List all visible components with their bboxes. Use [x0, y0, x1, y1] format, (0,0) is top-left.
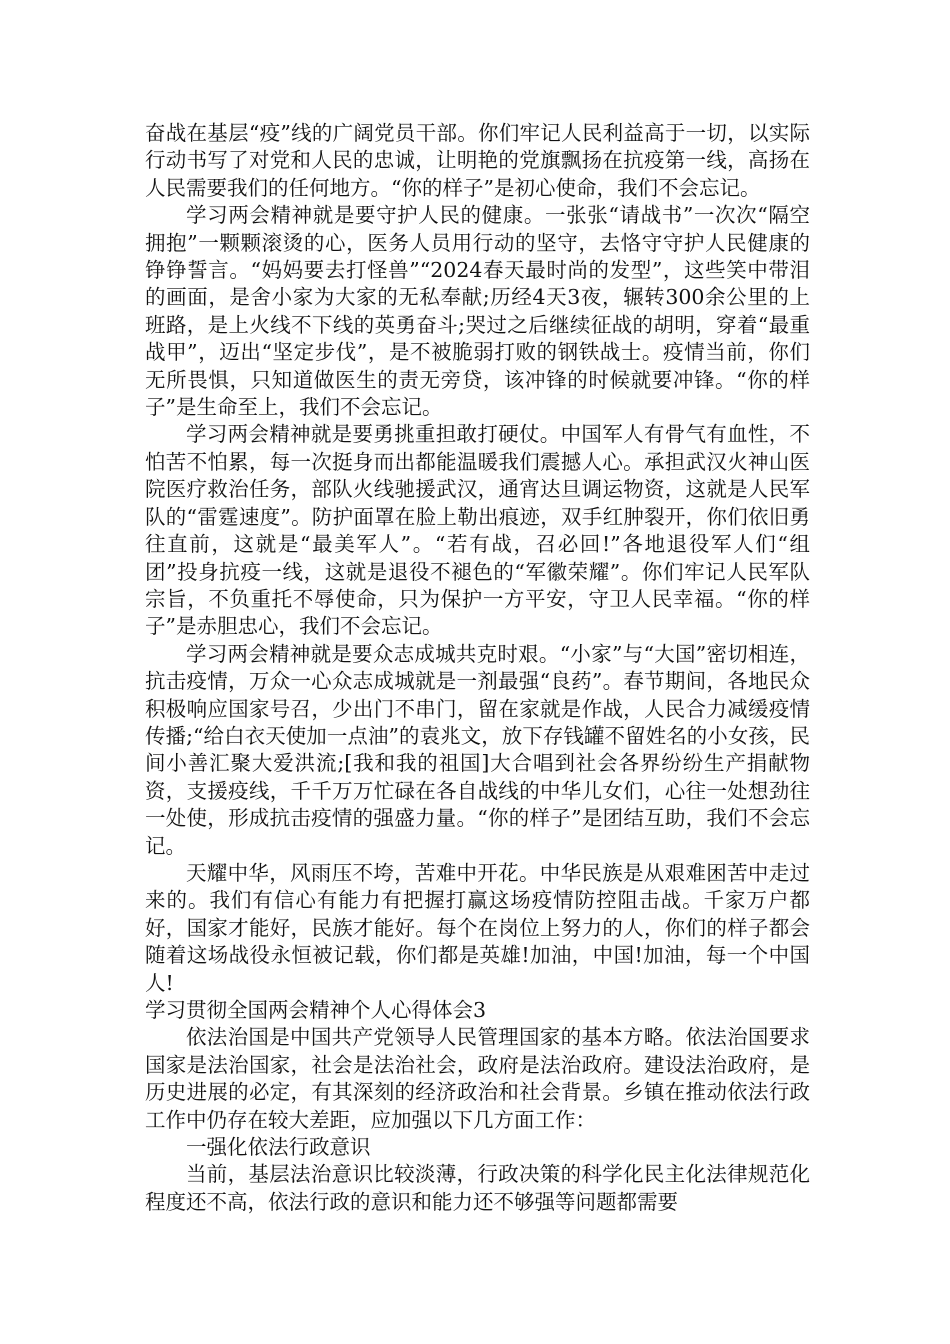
section-title: 学习贯彻全国两会精神个人心得体会3	[145, 998, 487, 1022]
paragraph-current-status: 当前，基层法治意识比较淡薄，行政决策的科学化民主化法律规范化程度还不高，依法行政的意识和能力还不够强等问题都需要	[145, 1162, 810, 1214]
paragraph-health: 学习两会精神就是要守护人民的健康。一张张“请战书”一次次“隔空拥抱”一颗颗滚烫的心，医务人员用行动的坚守，去恪守守护人民健康的铮铮誓言。“妈妈要去打怪兽”“2024春天最时尚的发型”，这些笑中带泪的画面，是舍小家为大家的无私奉献;历经4天3夜，辗转300余公里的上班路，是上火线不下线的英勇奋斗;哭过之后继续征战的胡明，穿着“最重战甲”，迈出“坚定步伐”，是不被脆弱打败的钢铁战士。疫情当前，你们无所畏惧，只知道做医生的责无旁贷，该冲锋的时候就要冲锋。“你的样子”是生命至上，我们不会忘记。	[145, 203, 810, 420]
paragraph-conclusion: 天耀中华，风雨压不垮，苦难中开花。中华民族是从艰难困苦中走过来的。我们有信心有能力有把握打赢这场疫情防控阻击战。千家万户都好，国家才能好，民族才能好。每个在岗位上努力的人，你们的样子都会随着这场战役永恒被记载，你们都是英雄!加油，中国!加油，每一个中国人!	[145, 860, 810, 995]
paragraph-rule-of-law: 依法治国是中国共产党领导人民管理国家的基本方略。依法治国要求国家是法治国家，社会是法治社会，政府是法治政府。建设法治政府，是历史进展的必定，有其深刻的经济政治和社会背景。乡镇在推动依法行政工作中仍存在较大差距，应加强以下几方面工作：	[145, 1025, 810, 1132]
paragraph-continuation: 奋战在基层“疫”线的广阔党员干部。你们牢记人民利益高于一切，以实际行动书写了对党和人民的忠诚，让明艳的党旗飘扬在抗疫第一线，高扬在人民需要我们的任何地方。“你的样子”是初心使命，我们不会忘记。	[145, 121, 810, 200]
subheading-awareness: 一强化依法行政意识	[186, 1135, 371, 1160]
paragraph-military: 学习两会精神就是要勇挑重担敢打硬仗。中国军人有骨气有血性，不怕苦不怕累，每一次挺身而出都能温暖我们震撼人心。承担武汉火神山医院医疗救治任务，部队火线驰援武汉，通宵达旦调运物资，这就是人民军队的“雷霆速度”。防护面罩在脸上勒出痕迹，双手红肿裂开，你们依旧勇往直前，这就是“最美军人”。“若有战，召必回!”各地退役军人们“组团”投身抗疫一线，这就是退役不褪色的“军徽荣耀”。你们牢记人民军队宗旨，不负重托不辱使命，只为保护一方平安，守卫人民幸福。“你的样子”是赤胆忠心，我们不会忘记。	[145, 422, 810, 639]
paragraph-unity: 学习两会精神就是要众志成城共克时艰。“小家”与“大国”密切相连，抗击疫情，万众一心众志成城就是一剂最强“良药”。春节期间，各地民众积极响应国家号召，少出门不串门，留在家就是作战，人民合力减缓疫情传播;“给白衣天使加一点油”的袁兆文，放下存钱罐不留姓名的小女孩，民间小善汇聚大爱洪流;[我和我的祖国]大合唱到社会各界纷纷生产捐献物资，支援疫线，千千万万忙碌在各自战线的中华儿女们，心往一处想劲往一处使，形成抗击疫情的强盛力量。“你的样子”是团结互助，我们不会忘记。	[145, 641, 810, 858]
document-body	[145, 120, 810, 1216]
